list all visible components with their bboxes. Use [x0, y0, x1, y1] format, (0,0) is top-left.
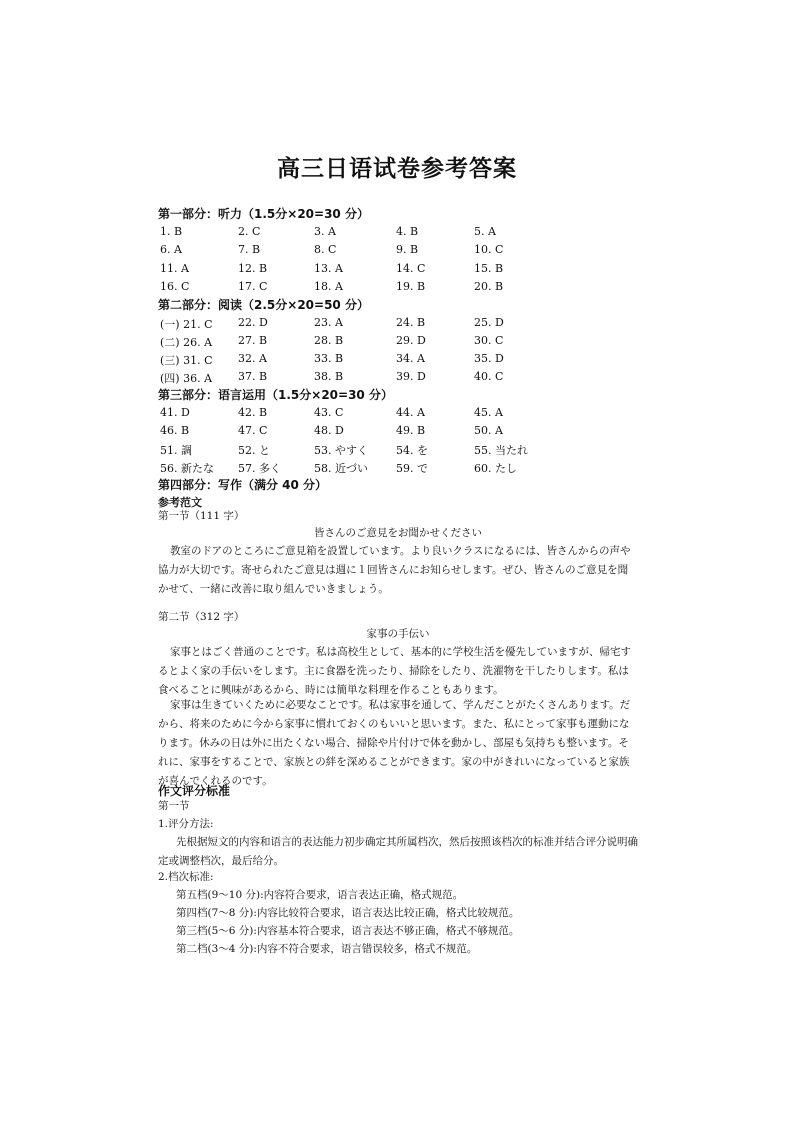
criteria-method-label: 1.评分方法:	[158, 818, 214, 830]
answer-cell: 55. 当たれ	[474, 444, 528, 457]
answer-cell: 49. B	[396, 424, 426, 437]
section1-essay-title: 皆さんのご意見をお聞かせください	[314, 527, 482, 539]
answer-cell: 41. D	[160, 406, 190, 419]
answer-cell: 30. C	[474, 334, 504, 347]
answer-cell: (四) 36. A	[160, 372, 213, 385]
answer-cell: 44. A	[396, 406, 425, 419]
answer-cell: 18. A	[314, 280, 343, 293]
answer-cell: 39. D	[396, 370, 426, 383]
answer-cell: 59. で	[396, 462, 428, 475]
answer-cell: 33. B	[314, 352, 344, 365]
answer-cell: 57. 多く	[238, 462, 281, 475]
answer-cell: 19. B	[396, 280, 426, 293]
answer-cell: 28. B	[314, 334, 344, 347]
answer-cell: 15. B	[474, 262, 504, 275]
part2-heading: 第二部分：阅读（2.5分×20=50 分）	[158, 298, 369, 312]
answer-cell: 17. C	[238, 280, 268, 293]
criteria-levels-label: 2.档次标准:	[158, 871, 214, 883]
part1-heading: 第一部分：听力（1.5分×20=30 分）	[158, 207, 369, 221]
answer-row	[158, 262, 578, 278]
answer-cell: 29. D	[396, 334, 426, 347]
section1-essay-body: 教室のドアのところにご意見箱を設置しています。より良いクラスになるには、皆さんからの声や協力が大切です。寄せられたご意見は週に１回皆さんにお知らせします。ぜひ、皆さんのご意見を聞かせて、一緒に改善に取り組んでいきましょう。	[158, 545, 631, 595]
answer-row	[158, 316, 578, 332]
answer-row	[158, 442, 578, 458]
criteria-level: 第三档(5～6 分):内容基本符合要求，语言表达不够正确，格式不够规范。	[176, 925, 520, 937]
answer-cell: 34. A	[396, 352, 425, 365]
part3-heading: 第三部分：语言运用（1.5分×20=30 分）	[158, 388, 393, 402]
answer-cell: 40. C	[474, 370, 504, 383]
answer-cell: 16. C	[160, 280, 190, 293]
criteria-level: 第二档(3～4 分):内容不符合要求，语言错误较多，格式不规范。	[176, 943, 478, 955]
criteria-method-text: 先根据短文的内容和语言的表达能力初步确定其所属档次，然后按照该档次的标准并结合评分说明确定或调整档次，最后给分。	[158, 836, 638, 867]
section2-essay-title: 家事の手伝い	[366, 628, 430, 640]
answer-cell: 11. A	[160, 262, 189, 275]
answer-cell: 20. B	[474, 280, 504, 293]
answer-cell: 22. D	[238, 316, 268, 329]
criteria-level: 第五档(9～10 分):内容符合要求，语言表达正确，格式规范。	[176, 889, 464, 901]
answer-cell: 25. D	[474, 316, 504, 329]
answer-cell: 46. B	[160, 424, 190, 437]
answer-cell: 12. B	[238, 262, 268, 275]
answer-cell: 47. C	[238, 424, 268, 437]
answer-cell: 4. B	[396, 225, 419, 238]
answer-cell: 35. D	[474, 352, 504, 365]
answer-cell: 6. A	[160, 243, 182, 256]
section1-label: 第一节（111 字）	[158, 510, 245, 522]
answer-cell: 14. C	[396, 262, 426, 275]
answer-row	[158, 370, 578, 386]
section2-essay-paragraph: 家事は生きていくために必要なことです。私は家事を通して、学んだことがたくさんあります。だから、将来のために今から家事に慣れておくのもいいと思います。また、私にとって家事も運動になります。休みの日は外に出たくない場合、掃除や片付けで体を動かし、部屋も気持ちも整います。それに、家事をすることで、家族との絆を深めることができます。家の中がきれいになっていると家族が喜んでくれるのです。	[158, 699, 631, 787]
answer-row	[158, 424, 578, 440]
answer-cell: 32. A	[238, 352, 267, 365]
answer-cell: 60. たし	[474, 462, 517, 475]
answer-cell: 10. C	[474, 243, 504, 256]
answer-cell: 54. を	[396, 444, 428, 457]
criteria-level: 第四档(7～8 分):内容比较符合要求，语言表达比较正确，格式比较规范。	[176, 907, 520, 919]
answer-row	[158, 406, 578, 422]
answer-cell: (二) 26. A	[160, 336, 213, 349]
answer-cell: 45. A	[474, 406, 503, 419]
answer-cell: 2. C	[238, 225, 261, 238]
answer-row	[158, 280, 578, 296]
answer-row	[158, 334, 578, 350]
answer-cell: (三) 31. C	[160, 354, 213, 367]
answer-cell: 37. B	[238, 370, 268, 383]
answer-cell: 1. B	[160, 225, 183, 238]
answer-cell: 38. B	[314, 370, 344, 383]
section2-essay-paragraph: 家事とはごく普通のことです。私は高校生として、基本的に学校生活を優先していますが、帰宅するとよく家の手伝いをします。主に食器を洗ったり、掃除をしたり、洗濯物を干したりします。私は食べることに興味があるから、時には簡単な料理を作ることもあります。	[158, 646, 631, 696]
answer-cell: 43. C	[314, 406, 344, 419]
answer-row	[158, 352, 578, 368]
answer-cell: 7. B	[238, 243, 261, 256]
answer-cell: 42. B	[238, 406, 268, 419]
answer-cell: 24. B	[396, 316, 426, 329]
answer-row	[158, 225, 578, 241]
answer-cell: 13. A	[314, 262, 343, 275]
answer-cell: (一) 21. C	[160, 318, 213, 331]
answer-cell: 9. B	[396, 243, 419, 256]
answer-cell: 50. A	[474, 424, 503, 437]
answer-row	[158, 460, 578, 476]
answer-row	[158, 243, 578, 259]
section2-label: 第二节（312 字）	[158, 611, 245, 623]
page-title: 高三日语试卷参考答案	[277, 156, 517, 182]
answer-cell: 53. やすく	[314, 444, 368, 457]
answer-cell: 52. と	[238, 444, 270, 457]
answer-cell: 58. 近づい	[314, 462, 368, 475]
answer-cell: 51. 調	[160, 444, 192, 457]
answer-cell: 3. A	[314, 225, 336, 238]
answer-cell: 5. A	[474, 225, 496, 238]
part4-heading: 第四部分：写作（满分 40 分）	[158, 478, 328, 492]
criteria-heading: 作文评分标准	[158, 784, 231, 798]
answer-cell: 48. D	[314, 424, 344, 437]
answer-cell: 23. A	[314, 316, 343, 329]
criteria-section: 第一节	[158, 800, 190, 812]
reference-essay-label: 参考范文	[158, 496, 202, 509]
answer-cell: 27. B	[238, 334, 268, 347]
answer-cell: 56. 新たな	[160, 462, 214, 475]
answer-cell: 8. C	[314, 243, 337, 256]
